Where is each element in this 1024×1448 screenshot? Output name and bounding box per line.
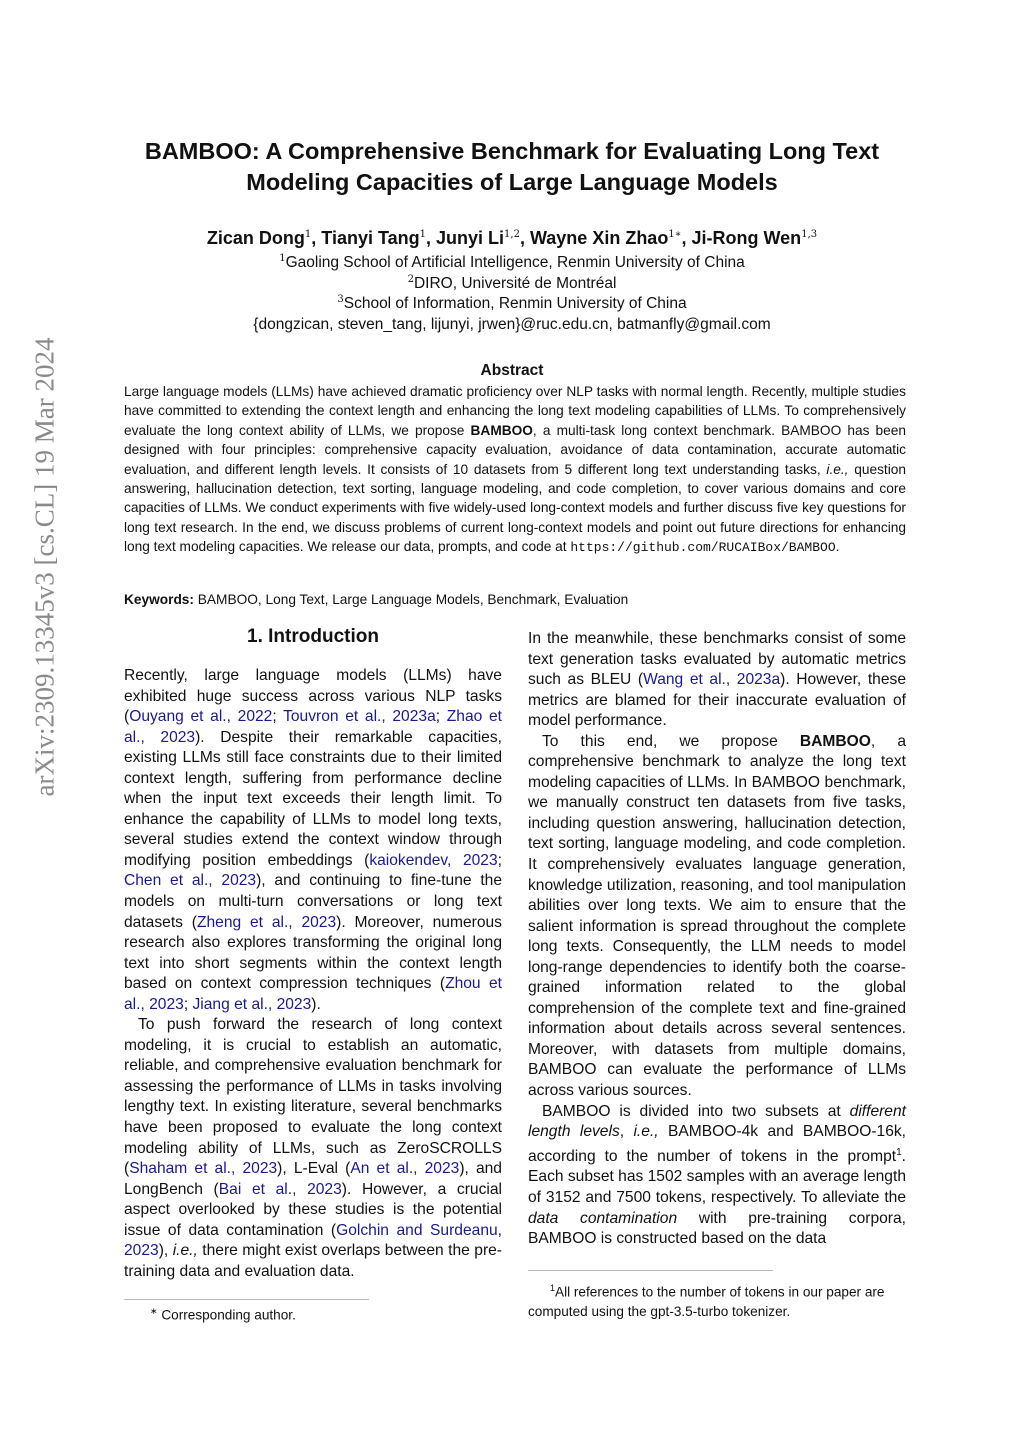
text-run: question answering, hallucination detection, text sorting, language modeling, and code completion, to cover various domains and core capacities of LLMs. We conduct experiments with five widely-used long-context models and further discuss five key questions for long text research. In the end, we discuss problems of current long-context models and point out future directions for enhancing long text modeling capacities. We release our data, prompts, and code at [124,461,906,555]
citation-link[interactable]: Shaham et al., 2023 [129,1160,278,1178]
citation-link[interactable]: Jiang et al., 2023 [192,995,312,1013]
affiliation-number: 1 [279,253,286,264]
paragraph [124,666,502,1015]
left-column [124,666,502,1282]
keywords [124,592,906,607]
keywords-text: BAMBOO, Long Text, Large Language Models, Benchmark, Evaluation [193,592,629,607]
footnote-right [528,1279,906,1321]
author-affiliation-mark: 1 [304,229,312,240]
text-run: ; [272,708,284,726]
text-run: ), L-Eval ( [277,1160,351,1178]
citation-link[interactable]: Chen et al., 2023 [124,872,257,890]
affiliation-line [100,294,924,313]
section-heading-introduction: 1. Introduction [247,626,379,647]
paragraph [528,1102,906,1250]
affiliation-number: 3 [337,294,344,305]
italic-text: i.e., [633,1123,659,1141]
abstract-text [124,382,906,558]
repository-link[interactable]: https://github.com/RUCAIBox/BAMBOO [570,540,836,556]
text-run: , a multi-task long context benchmark. BAMBOO has been designed with four principles: comprehensive capacity evaluation, avoidance of data contamination, accurate automatic evaluation, and different length levels. It consists of 10 datasets from 5 different long text understanding tasks, [124,422,906,477]
citation-link[interactable]: Ouyang et al., 2022 [129,708,273,726]
author-separator: , [519,228,530,248]
bold-text: BAMBOO [470,422,533,438]
citation-link[interactable]: Zheng et al., 2023 [196,913,337,931]
author-name: Junyi Li [436,228,505,248]
citation-link[interactable]: Zhao et al., 2023 [124,708,502,746]
affiliation-text: Gaoling School of Artificial Intelligence, Renmin University of China [285,254,745,272]
affiliation-text: DIRO, Université de Montréal [413,274,617,292]
italic-text: i.e., [826,461,849,477]
author-name: Ji-Rong Wen [691,228,802,248]
paper-title: BAMBOO: A Comprehensive Benchmark for Evaluating Long Text Modeling Capacities of Large Language Models [144,138,880,195]
author-affiliation-mark: 1∗ [668,229,682,240]
footnote-divider [528,1270,773,1271]
author-affiliation-mark: 1,2 [504,229,520,240]
footnote-text: Corresponding author. [161,1307,296,1323]
text-run: there might exist overlaps between the pre-training data and evaluation data. [124,1242,503,1280]
author-separator: , [426,228,437,248]
citation-link[interactable]: Touvron et al., 2023a [283,708,436,726]
affiliation-text: {dongzican, steven_tang, lijunyi, jrwen}@ruc.edu.cn, batmanfly@gmail.com [253,315,771,333]
text-run: ; [435,708,447,726]
affiliation-number: 2 [407,273,414,285]
author-affiliation-mark: 1,3 [801,229,818,240]
text-run: , a comprehensive benchmark to analyze the long text modeling capacities of LLMs. In BAMBOO benchmark, we manually construct ten datasets from five tasks, including question answering, hallucination detection, text sorting, language modeling, and code completion. It comprehensively evaluates language generation, knowledge utilization, reasoning, and tool manipulation abilities over long texts. We aim to ensure that the salient information is spread throughout the complete long texts. Consequently, the LLM needs to model long-range dependencies to identify both the coarse-grained information related to the global comprehension of the complete text and fine-grained information about details across several sentences. Moreover, with datasets from multiple domains, BAMBOO can evaluate the performance of LLMs across various sources. [528,732,906,1100]
text-run: ). However, these metrics are blamed for their inaccurate evaluation of model performance. [528,671,906,730]
citation-link[interactable]: Bai et al., 2023 [218,1180,342,1198]
author-name: Wayne Xin Zhao [529,228,669,248]
paragraph [124,1015,502,1282]
affiliation-line [100,274,924,293]
citation-link[interactable]: Golchin and Surdeanu, 2023 [124,1221,502,1260]
citation-link[interactable]: An et al., 2023 [350,1160,460,1178]
footnote-mark: ∗ [150,1306,158,1316]
text-run: ). Despite their remarkable capacities, existing LLMs still face constraints due to their limited context length, suffering from performance decline when the input text exceeds their length limit. To enhance the capability of LLMs to model long texts, several studies extend the context window through modifying position embeddings ( [124,728,502,869]
text-run: To push forward the research of long context modeling, it is crucial to establish an automatic, reliable, and comprehensive evaluation benchmark for assessing the performance of LLMs in tasks involving lengthy text. In existing literature, several benchmarks have been proposed to evaluate the long context modeling ability of LLMs, such as ZeroSCROLLS ( [124,1016,502,1178]
text-run: To this end, we propose [542,732,800,750]
citation-link[interactable]: kaiokendev, 2023 [369,851,498,869]
arxiv-stamp: arXiv:2309.13345v3 [cs.CL] 19 Mar 2024 [29,337,60,797]
text-run: ; [183,995,193,1013]
author-affiliation-mark: 1 [419,229,427,240]
text-run: ), and continuing to fine-tune the models on multi-turn conversations or long text datasets ( [124,872,502,931]
text-run: , [619,1123,634,1141]
text-run: In the meanwhile, these benchmarks consist of some text generation tasks evaluated by automatic metrics such as BLEU ( [528,630,906,689]
footnote-text: All references to the number of tokens in our paper are computed using the gpt-3.5-turbo tokenizer. [528,1284,885,1319]
italic-text: i.e., [172,1242,198,1260]
text-run: ), [158,1242,173,1260]
text-run: Recently, large language models (LLMs) have exhibited huge success across various NLP tasks ( [124,667,502,726]
citation-link[interactable]: Zhou et al., 2023 [124,975,502,1013]
italic-text: data contamination [528,1209,678,1227]
affiliation-text: School of Information, Renmin University of China [343,295,687,313]
author-list [100,228,924,249]
author-name: Zican Dong [206,228,305,248]
affiliation-line [100,315,924,334]
text-run: ). However, a crucial aspect overlooked by these studies is the potential issue of data contamination ( [124,1180,502,1239]
text-run: BAMBOO is divided into two subsets at [542,1102,850,1120]
text-run: BAMBOO-4k and BAMBOO-16k, according to the number of tokens in the prompt [528,1123,907,1165]
text-run: ), and LongBench ( [124,1160,502,1198]
author-name: Tianyi Tang [321,228,420,248]
paragraph [528,732,906,1102]
italic-text: different length levels [528,1102,906,1141]
keywords-label: Keywords: [124,592,194,607]
footnote-mark: 1 [550,1283,556,1293]
abstract-heading: Abstract [480,362,544,379]
text-run: . [835,539,840,555]
text-run: ; [497,851,502,869]
text-run: Large language models (LLMs) have achieved dramatic proficiency over NLP tasks with normal length. Recently, multiple studies have committed to extending the context length and enhancing the long text modeling capabilities of LLMs. To comprehensively evaluate the long context ability of LLMs, we propose [124,384,906,438]
bold-text: BAMBOO [799,732,871,750]
text-run: ). [311,995,321,1013]
footnote-divider [124,1299,369,1300]
text-run: . Each subset has 1502 samples with an average length of 3152 and 7500 tokens, respectively. To alleviate the [528,1147,906,1206]
affiliation-line [100,253,924,272]
paragraph [528,629,906,732]
right-column [528,629,906,1250]
author-separator: , [681,228,692,248]
footnote-left [150,1302,296,1325]
text-run: with pre-training corpora, BAMBOO is constructed based on the data [528,1209,906,1248]
author-separator: , [311,228,322,248]
footnote-reference[interactable]: 1 [896,1146,902,1158]
text-run: ). Moreover, numerous research also explores transforming the original long text into short segments within the context length based on context compression techniques ( [124,913,502,993]
citation-link[interactable]: Wang et al., 2023a [643,671,781,689]
